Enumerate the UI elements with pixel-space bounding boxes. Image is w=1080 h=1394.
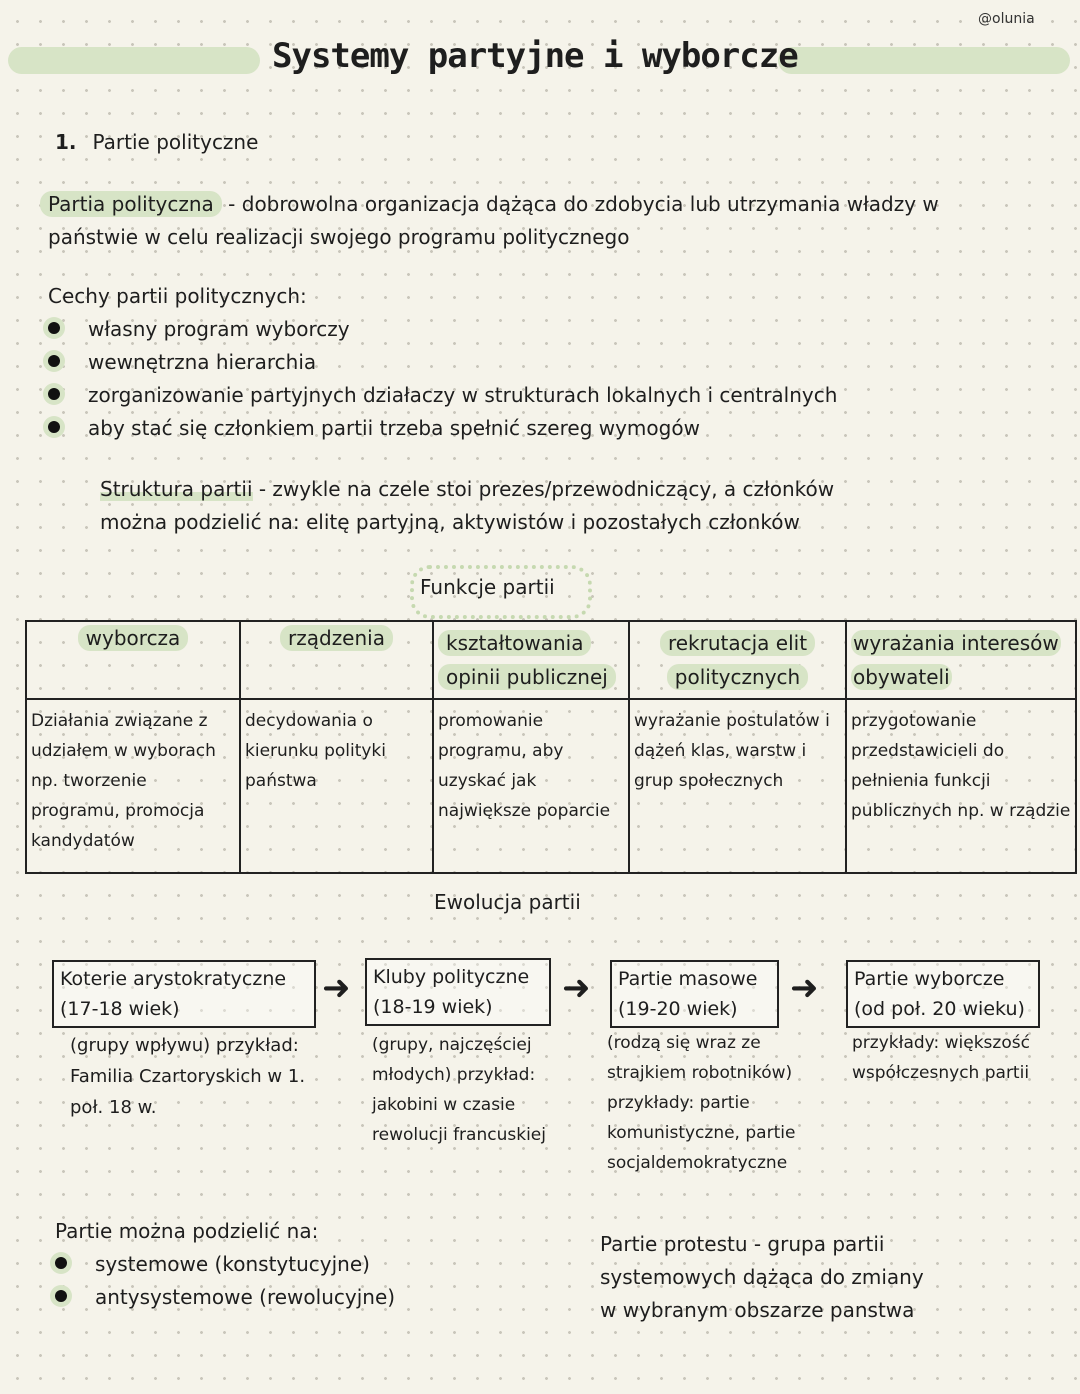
stage-name: Partie masowe [618,968,758,990]
function-header: kształtowania opinii publicznej [433,621,629,699]
functions-title: Funkcje partii [420,575,555,599]
title-underline-right [778,47,1070,74]
evolution-stage-box [610,960,779,1028]
stage-name: Partie wyborcze [854,968,1005,990]
stage-period: (18-19 wiek) [373,996,493,1018]
stage-name: Koterie arystokratyczne [60,968,287,990]
stage-period: (17-18 wiek) [60,998,180,1020]
structure-text-line1: - zwykle na czele stoi prezes/przewodniczący, a członków [252,477,835,501]
stage-period: (19-20 wiek) [618,998,738,1020]
functions-description-row [26,699,1076,873]
author-handle: @olunia [978,11,1035,27]
definition-text-line1: - dobrowolna organizacja dążąca do zdobycia lub utrzymania władzy w [221,192,939,216]
division-heading: Partie można podzielić na: [55,1219,319,1243]
section-number: 1. [55,130,77,154]
definition-term: Partia polityczna [40,191,222,217]
definition-text-line2: państwie w celu realizacji swojego programu politycznego [48,225,630,249]
evolution-stage-box [846,960,1040,1028]
title-underline-left [8,47,260,74]
stage-description: (grupy wpływu) przykład: Familia Czartoryskich w 1. poł. 18 w. [70,1035,306,1118]
feature-item: własny program wyborczy [48,313,1008,346]
division-item: systemowe (konstytucyjne) [55,1248,475,1281]
section-heading [55,130,258,154]
function-description: promowanie programu, aby uzyskać jak największe poparcie [433,699,629,873]
functions-header-row [26,621,1076,699]
functions-table [25,620,1077,874]
evolution-stage-box [52,960,316,1028]
division-list [55,1248,475,1314]
feature-item: aby stać się członkiem partii trzeba spełnić szereg wymogów [48,412,1008,445]
stage-description: przykłady: większość współczesnych partii [852,1033,1030,1083]
stage-name: Kluby polityczne [373,966,530,988]
function-description: Działania związane z udziałem w wyborach np. tworzenie programu, promocja kandydatów [26,699,240,873]
structure-text-line2: można podzielić na: elitę partyjną, aktywistów i pozostałych członków [100,510,800,534]
division-block [55,1215,475,1314]
function-header: rekrutacja elit politycznych [629,621,846,699]
page-title: Systemy partyjne i wyborcze [272,36,798,76]
arrow-right-icon: ➜ [790,968,819,1008]
function-header: wyborcza [26,621,240,699]
section-title: Partie polityczne [92,130,259,154]
function-description: przygotowanie przedstawicieli do pełnienia funkcji publicznych np. w rządzie [846,699,1076,873]
division-item: antysystemowe (rewolucyjne) [55,1281,475,1314]
arrow-right-icon: ➜ [322,968,351,1008]
stage-description: (rodzą się wraz ze strajkiem robotników) przykłady: partie komunistyczne, partie socjaldemokratyczne [607,1033,796,1173]
stage-period: (od poł. 20 wieku) [854,998,1025,1020]
evolution-title: Ewolucja partii [434,890,581,914]
feature-item: wewnętrzna hierarchia [48,346,1008,379]
features-heading: Cechy partii politycznych: [48,284,307,308]
structure-paragraph [100,473,1040,539]
arrow-right-icon: ➜ [562,968,591,1008]
features-block [48,280,1008,445]
protest-line: Partie protestu - grupa partii [600,1232,885,1256]
function-header: wyrażania interesów obywateli [846,621,1076,699]
features-list [48,313,1008,445]
protest-parties-note [600,1228,1000,1327]
protest-line: systemowych dążąca do zmiany [600,1265,924,1289]
feature-item: zorganizowanie partyjnych działaczy w strukturach lokalnych i centralnych [48,379,1008,412]
function-description: decydowania o kierunku polityki państwa [240,699,433,873]
definition-paragraph [40,188,1050,254]
structure-term: Struktura partii [100,477,253,501]
function-description: wyrażanie postulatów i dążeń klas, warstw i grup społecznych [629,699,846,873]
evolution-stage-box [365,958,551,1026]
stage-description: (grupy, najczęściej młodych) przykład: jakobini w czasie rewolucji francuskiej [372,1035,546,1145]
function-header: rządzenia [240,621,433,699]
protest-line: w wybranym obszarze panstwa [600,1298,915,1322]
